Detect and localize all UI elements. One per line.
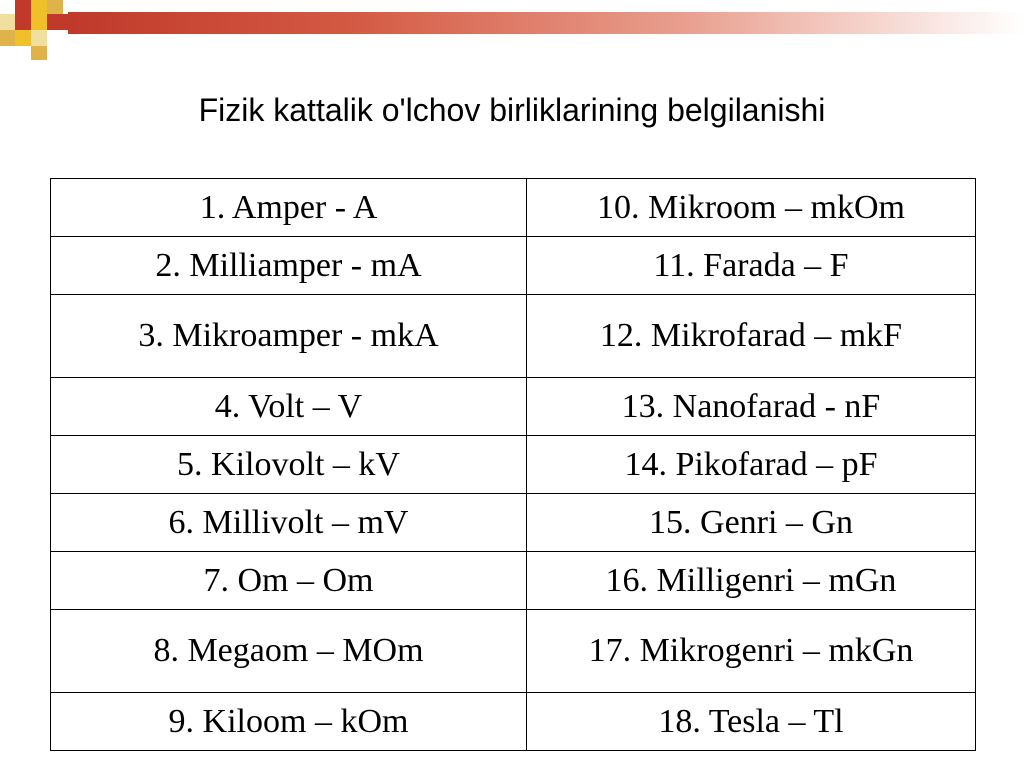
table-row bbox=[51, 494, 976, 552]
table-cell: 4. Volt – V bbox=[51, 378, 527, 436]
table-cell: 10. Mikroom – mkOm bbox=[527, 179, 976, 237]
table-cell: 8. Megaom – MOm bbox=[51, 610, 527, 693]
decorative-square bbox=[15, 0, 31, 14]
table-cell: 13. Nanofarad - nF bbox=[527, 378, 976, 436]
decorative-square bbox=[31, 0, 47, 14]
table-cell: 5. Kilovolt – kV bbox=[51, 436, 527, 494]
table-row bbox=[51, 179, 976, 237]
decorative-square bbox=[31, 30, 47, 46]
table-cell: 14. Pikofarad – pF bbox=[527, 436, 976, 494]
table-row bbox=[51, 237, 976, 295]
table-cell: 9. Kiloom – kOm bbox=[51, 693, 527, 751]
slide-title: Fizik kattalik o'lchov birliklarining belgilanishi bbox=[198, 92, 826, 128]
table-row bbox=[51, 552, 976, 610]
table-cell: 16. Milligenri – mGn bbox=[527, 552, 976, 610]
table-row bbox=[51, 693, 976, 751]
table-cell: 3. Mikroamper - mkA bbox=[51, 295, 527, 378]
table-cell: 1. Amper - A bbox=[51, 179, 527, 237]
decorative-square bbox=[15, 14, 31, 30]
table-cell: 12. Mikrofarad – mkF bbox=[527, 295, 976, 378]
units-table bbox=[50, 178, 976, 751]
table-cell: 2. Milliamper - mA bbox=[51, 237, 527, 295]
table-row bbox=[51, 436, 976, 494]
table-cell: 6. Millivolt – mV bbox=[51, 494, 527, 552]
table-row bbox=[51, 295, 976, 378]
table-cell: 15. Genri – Gn bbox=[527, 494, 976, 552]
decorative-square bbox=[47, 0, 63, 14]
table-row bbox=[51, 378, 976, 436]
decorative-square bbox=[31, 46, 47, 60]
decorative-square bbox=[47, 14, 68, 30]
table-cell: 18. Tesla – Tl bbox=[527, 693, 976, 751]
table-cell: 11. Farada – F bbox=[527, 237, 976, 295]
table-cell: 17. Mikrogenri – mkGn bbox=[527, 610, 976, 693]
decorative-square bbox=[0, 30, 15, 46]
decorative-square bbox=[31, 14, 47, 30]
table-row bbox=[51, 610, 976, 693]
decorative-square bbox=[0, 14, 15, 30]
decorative-square bbox=[15, 30, 31, 46]
table-cell: 7. Om – Om bbox=[51, 552, 527, 610]
header-gradient-band bbox=[68, 12, 1024, 34]
